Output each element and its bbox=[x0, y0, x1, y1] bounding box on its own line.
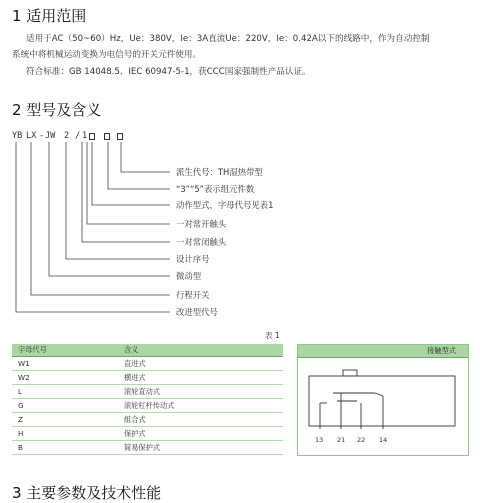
code-yb: YB bbox=[12, 131, 23, 141]
table-row: L 滚轮直动式 bbox=[12, 385, 283, 399]
code-contact-no: 1 bbox=[82, 131, 88, 141]
label-element-count: “3”“5”表示组元件数 bbox=[176, 184, 255, 194]
code-jw: JW bbox=[45, 131, 56, 141]
table1-caption: 表 1 bbox=[265, 331, 280, 340]
label-micro-type: 微动型 bbox=[176, 271, 202, 281]
table1-header-code: 字母代号 bbox=[12, 344, 118, 357]
code-design-no: 2 bbox=[64, 131, 70, 141]
code-lx: LX bbox=[26, 131, 37, 141]
table-row: W2 横进式 bbox=[12, 371, 283, 385]
label-design-number: 设计序号 bbox=[176, 254, 210, 264]
label-action-type: 动作型式，字母代号见表1 bbox=[176, 200, 274, 210]
section3-heading: 3 主要参数及技术性能 bbox=[12, 484, 162, 502]
section1-para2: 符合标准：GB 14048.5、IEC 60947-5-1，获CCC国家强制性产品认证。 bbox=[26, 67, 311, 77]
section1-para1-line1: 适用于AC（50~60）Hz，Ue：380V，Ie：3A直流Ue：220V，Ie：0.42A以下的线路中，作为自动控制 bbox=[26, 34, 430, 44]
pin-13: 13 bbox=[315, 436, 324, 444]
code-dash: - bbox=[39, 131, 45, 141]
pin-21: 21 bbox=[337, 436, 346, 444]
table1 bbox=[12, 344, 283, 455]
table-row: B 简易保护式 bbox=[12, 441, 283, 455]
section2-heading: 2 型号及含义 bbox=[12, 101, 102, 119]
section1-heading: 1 适用范围 bbox=[12, 7, 87, 25]
code-slash: / bbox=[75, 131, 81, 141]
pin-14: 14 bbox=[379, 436, 388, 444]
pin-22: 22 bbox=[357, 436, 366, 444]
label-travel-switch: 行程开关 bbox=[176, 290, 210, 300]
contact-panel-title: 接触型式 bbox=[298, 345, 468, 358]
label-improved-code: 改进型代号 bbox=[176, 307, 218, 317]
section1-para1-line2: 系统中将机械运动变换为电信号的开关元件使用。 bbox=[12, 50, 202, 60]
label-normally-open: 一对常开触头 bbox=[176, 219, 227, 229]
table-row: H 保护式 bbox=[12, 427, 283, 441]
table1-header-meaning: 含义 bbox=[118, 344, 283, 357]
label-normally-closed: 一对常闭触头 bbox=[176, 237, 227, 247]
table-row: W1 直进式 bbox=[12, 357, 283, 371]
label-derivative-code: 派生代号：TH湿热带型 bbox=[176, 167, 263, 177]
table-row: Z 组合式 bbox=[12, 413, 283, 427]
table-row: G 滚轮杠杆传动式 bbox=[12, 399, 283, 413]
